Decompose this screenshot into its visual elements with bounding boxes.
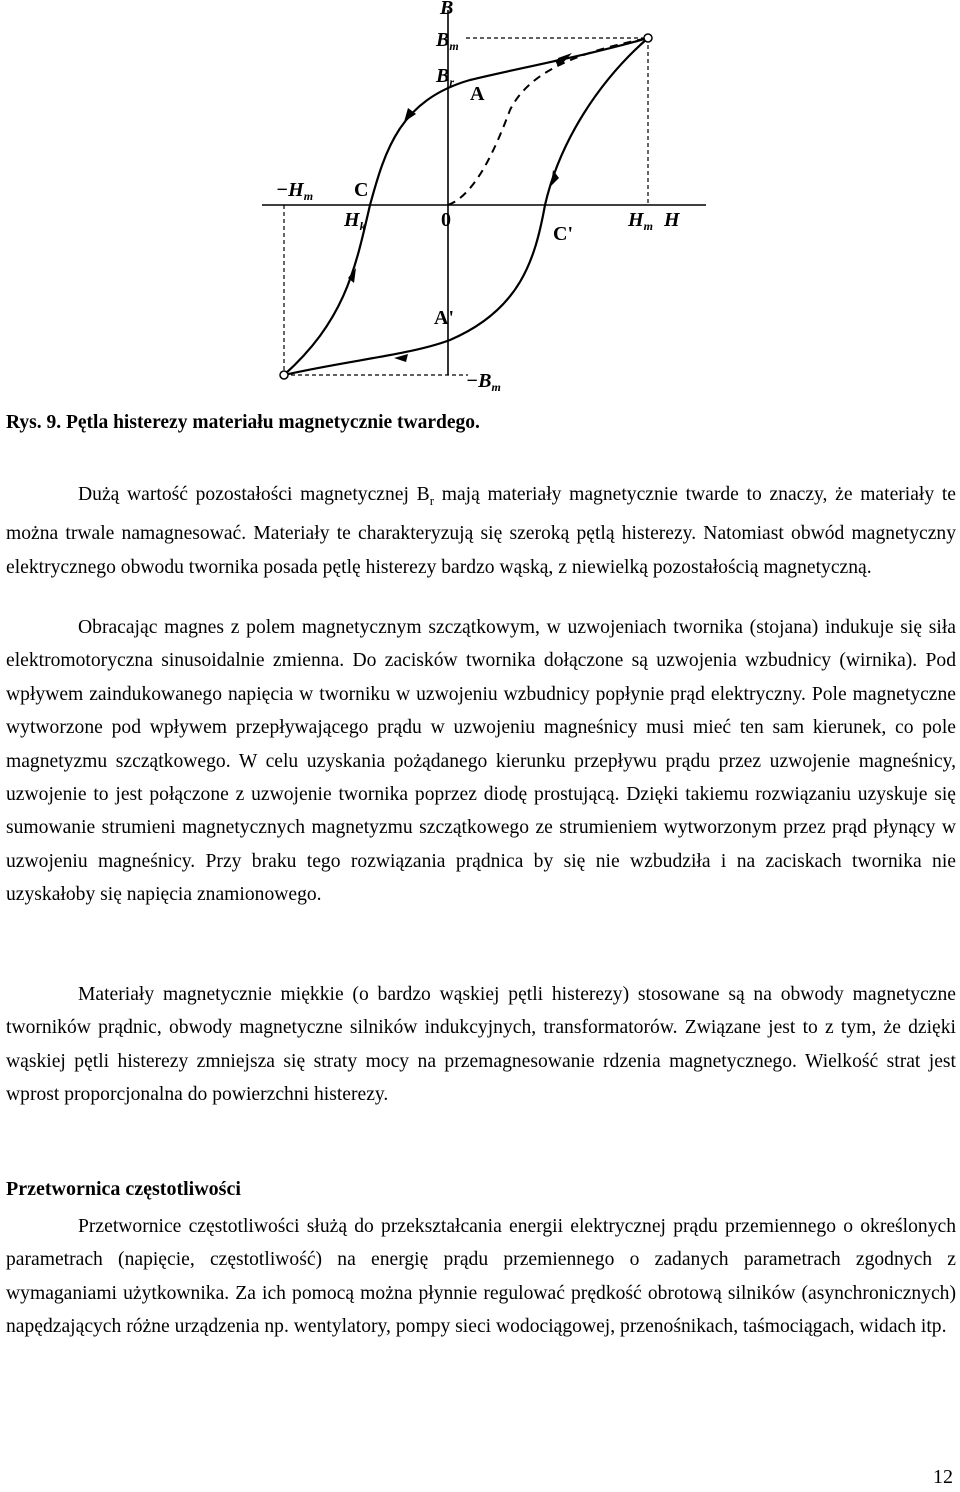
label-br: $B_r$: [436, 65, 455, 89]
paragraph-2: Obracając magnes z polem magnetycznym szczątkowym, w uzwojeniach twornika (stojana) indukuje się siła elektromotoryczna sinusoidalnie zmienna. Do zacisków twornika dołączone są uzwojenia wzbudnicy (wirnika). Pod wpływem zaindukowanego napięcia w tworniku w uzwojeniu wzbudnicy popłynie prąd elektryczny. Pole magnetyczne wytworzone pod wpływem przepływającego prądu w uzwojeniu magneśnicy musi mieć ten sam kierunek, co pole magnetyzmu szczątkowego. W celu uzyskania pożądanego kierunku przepływu prądu przez uzwojenie magneśnicy, uzwojenie to jest połączone z uzwojenie twornika poprzez diodę prostującą. Dzięki takiemu rozwiązaniu uzyskuje się sumowanie strumieni magnetycznych magnetyzmu szczątkowego ze strumieniem wytworzonym przez prąd płynący w uzwojeniu magneśnicy. Przy braku tego rozwiązania prądnica by się nie wzbudziła i na zaciskach twornika nie uzyskałoby się napięcia znamionowego.: [6, 617, 956, 906]
label-h-axis: H: [664, 209, 680, 231]
label-bm: $B_m$: [436, 29, 459, 53]
label-hm: $H_m$: [628, 209, 653, 233]
label-b-axis: B: [440, 0, 454, 19]
paragraph-1-subscript: r: [429, 492, 435, 508]
hysteresis-lower-branch: [284, 38, 648, 375]
paragraph-3: Materiały magnetycznie miękkie (o bardzo wąskiej pętli histerezy) stosowane są na obwody magnetyczne tworników prądnic, obwody magnetyczne silników indukcyjnych, transformatorów. Związane jest to z tym, że dzięki wąskiej pętli histerezy zmniejsza się straty mocy na przemagnesowanie rdzenia magnetycznego. Wielkość strat jest wprost proporcjonalna do powierzchni histerezy.: [6, 984, 956, 1106]
paragraph-1-rest: mają materiały magnetycznie twarde to znaczy, że materiały te można trwale namagnesować. Materiały te charakteryzują się szeroką pętlą histerezy. Natomiast obwód magnetyczny elektrycznego obwodu twornika posada pętlę histerezy bardzo wąską, z niewielką pozostałością magnetyczną.: [6, 484, 956, 578]
arrow-lower-bottom: [394, 354, 408, 362]
label-c: C: [354, 179, 369, 201]
label-a: A: [470, 83, 485, 105]
hysteresis-upper-branch: [284, 38, 648, 375]
hysteresis-loop-figure: [0, 0, 960, 400]
label-hm-neg: $-H_m$: [276, 179, 314, 203]
page-number: 12: [933, 1466, 953, 1488]
label-zero: 0: [441, 209, 451, 231]
label-bm-neg: $-B_m$: [466, 370, 501, 394]
paragraph-1-start: Dużą wartość pozostałości magnetycznej B: [78, 484, 430, 505]
paragraph-1: [6, 478, 956, 584]
label-a-prime: A': [434, 307, 454, 329]
point-bm-neg: [280, 371, 288, 379]
section-heading: Przetwornica częstotliwości: [6, 1178, 241, 1200]
label-hk: $H_k$: [344, 209, 366, 233]
label-c-prime: C': [553, 223, 573, 245]
point-bm: [644, 34, 652, 42]
paragraph-4: Przetwornice częstotliwości służą do przekształcania energii elektrycznej prądu przemiennego o określonych parametrach (napięcie, częstotliwość) na energię prądu przemiennego o zadanych parametrach zgodnych z wymaganiami użytkownika. Za ich pomocą można płynnie regulować prędkość obrotową silników (asynchronicznych) napędzających różne urządzenia np. wentylatory, pompy sieci wodociągowej, przenośnikach, taśmociągach, widach itp.: [6, 1216, 956, 1338]
figure-caption: Rys. 9. Pętla histerezy materiału magnetycznie twardego.: [6, 412, 480, 433]
